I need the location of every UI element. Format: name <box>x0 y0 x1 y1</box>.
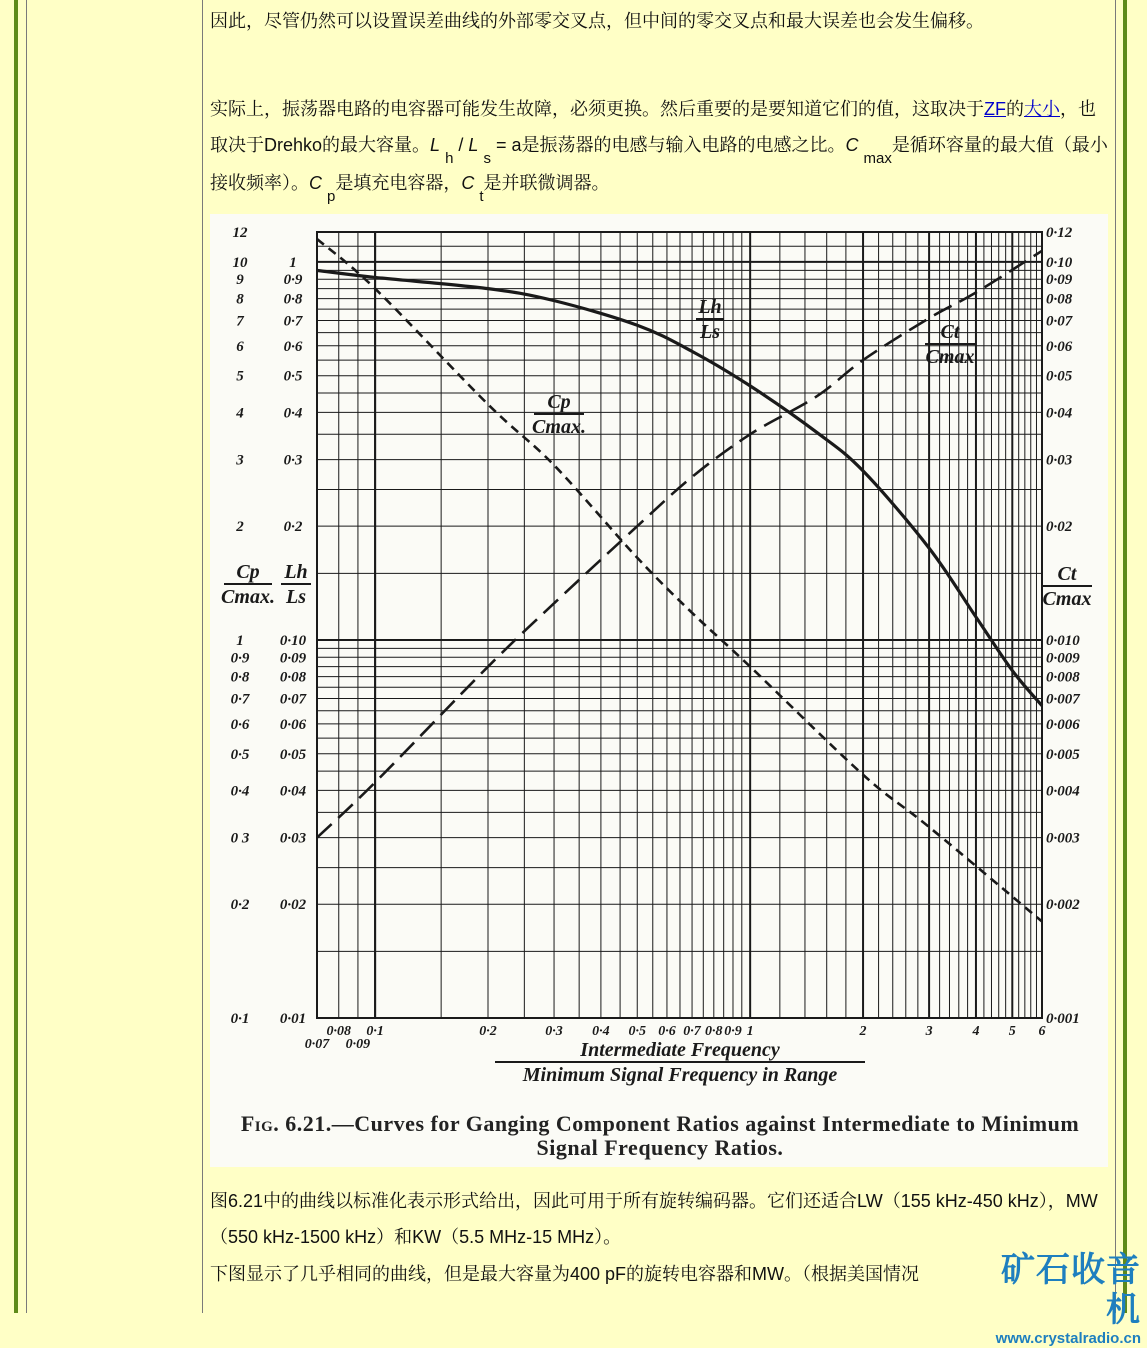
ct-tick-label: 0·001 <box>1046 1011 1080 1027</box>
cp-tick-label: 2 <box>236 519 244 536</box>
lh-tick-label: 0·2 <box>283 519 303 536</box>
cp-tick-label: 3 <box>236 452 244 469</box>
right-ct-axis-title-denominator: Cmax <box>1042 588 1092 610</box>
symbol-l: L <box>468 135 479 155</box>
figure-caption <box>220 1112 1100 1160</box>
right-frame-bar <box>1123 0 1127 1313</box>
left-frame-bar <box>14 0 18 1313</box>
cp-tick-label: 0·8 <box>230 669 250 686</box>
cp-tick-label: 7 <box>236 313 244 330</box>
site-watermark <box>971 1250 1141 1348</box>
text-segment: / <box>453 135 469 155</box>
lh-tick-label: 0·05 <box>279 746 307 763</box>
lh-tick-label: 0·01 <box>279 1011 307 1027</box>
cp-tick-label: 8 <box>236 291 244 308</box>
text-segment: 实际上，振荡器电路的电容器可能发生故障，必须更换。然后重要的是要知道它们的值，这取决于 <box>210 99 984 119</box>
symbol-l: L <box>430 135 441 155</box>
ct-tick-label: 0·005 <box>1046 746 1080 763</box>
x-tick-label: 5 <box>1008 1024 1016 1039</box>
x-axis-title-numerator: Intermediate Frequency <box>580 1039 780 1061</box>
x-tick-label: 0·3 <box>545 1024 563 1039</box>
lh-tick-label: 0·10 <box>279 632 307 649</box>
ct-tick-label: 0·04 <box>1046 405 1073 422</box>
cp-tick-label: 0·2 <box>230 897 250 914</box>
text-segment: 的 <box>1006 99 1024 119</box>
lh-tick-label: 0·04 <box>279 783 307 800</box>
text-segment: ，也取决于Drehko的最大容量。 <box>210 99 1096 155</box>
ct-tick-label: 0·02 <box>1046 519 1073 536</box>
lh-tick-label: 0·8 <box>283 291 303 308</box>
x-tick-label: 0·08 <box>326 1024 352 1039</box>
cp-tick-label: 0·6 <box>230 716 250 733</box>
x-tick-label: 0·4 <box>592 1024 610 1039</box>
cp-tick-label: 0·1 <box>230 1011 250 1027</box>
ct-tick-label: 0·12 <box>1046 225 1073 241</box>
subscript-p: p <box>327 188 336 205</box>
ct-tick-label: 0·008 <box>1046 669 1080 686</box>
cp-tick-label: 0·4 <box>230 783 250 800</box>
caption-text: —Curves for Ganging Component Ratios against Intermediate to Minimum Signal Frequency Ratios. <box>331 1111 1080 1160</box>
zf-link[interactable]: ZF <box>984 99 1006 119</box>
lh-tick-label: 1 <box>289 254 297 271</box>
cp-tick-label: 12 <box>232 225 248 241</box>
x-tick-label: 6 <box>1038 1024 1046 1039</box>
paragraph-normalized-curves: 图6.21中的曲线以标准化表示形式给出，因此可用于所有旋转编码器。它们还适合LW（155 kHz-450 kHz），MW（550 kHz-1500 kHz）和KW（5.5 MHz-15 MHz）。 <box>210 1191 1098 1247</box>
caption-label: Fig. 6.21. <box>240 1111 332 1136</box>
lh-tick-label: 0·4 <box>283 405 303 422</box>
left-frame-line <box>26 0 27 1313</box>
ct-tick-label: 0·010 <box>1046 632 1080 649</box>
column-divider <box>202 0 203 1313</box>
cp-tick-label: 6 <box>236 338 244 355</box>
watermark-url: www.crystalradio.cn <box>995 1330 1141 1347</box>
lh-tick-label: 0·06 <box>279 716 307 733</box>
cp-tick-label: 5 <box>236 368 244 385</box>
ct-curve-label-numerator: Ct <box>940 321 960 343</box>
figure-6-21 <box>210 214 1108 1167</box>
cp-tick-label: 0·9 <box>230 650 250 667</box>
x-tick-label: 0·1 <box>366 1024 384 1039</box>
lh-tick-label: 0·02 <box>279 897 307 914</box>
x-tick-label: 0·9 <box>724 1024 742 1039</box>
subscript-h: h <box>445 150 454 167</box>
x-tick-label: 4 <box>972 1024 980 1039</box>
x-tick-label: 2 <box>859 1024 867 1039</box>
text-segment: = a是振荡器的电感与输入电路的电感之比。 <box>490 135 846 155</box>
cp-tick-label: 0 3 <box>230 830 250 847</box>
x-tick-label: 0·07 <box>304 1037 330 1052</box>
subscript-t: t <box>479 188 484 205</box>
text-segment: 是循环容量的最大值（最小接收频率）。 <box>210 135 1108 193</box>
ct-tick-label: 0·004 <box>1046 783 1080 800</box>
text-segment: 是填充电容器， <box>335 173 462 193</box>
cp-curve-label-numerator: Cp <box>547 391 571 413</box>
ct-tick-label: 0·03 <box>1046 452 1073 469</box>
lh-tick-label: 0·9 <box>283 272 303 289</box>
subscript-max: max <box>863 150 892 167</box>
lh-tick-label: 0·6 <box>283 338 303 355</box>
ganging-ratio-chart <box>210 214 1108 1114</box>
ct-curve-label-denominator: Cmax <box>925 346 975 368</box>
x-axis-title-denominator: Minimum Signal Frequency in Range <box>522 1064 838 1086</box>
ct-tick-label: 0·08 <box>1046 291 1073 308</box>
subscript-s: s <box>483 150 491 167</box>
ct-tick-label: 0·002 <box>1046 897 1080 914</box>
watermark-logo-text: 矿石收音机 <box>1001 1250 1141 1330</box>
lh-curve-label-numerator: Lh <box>698 296 722 318</box>
lh-tick-label: 0·03 <box>279 830 307 847</box>
left-cp-axis-title-numerator: Cp <box>236 561 260 583</box>
ct-tick-label: 0·007 <box>1046 691 1080 708</box>
x-tick-label: 3 <box>925 1024 933 1039</box>
lh-tick-label: 0·7 <box>283 313 303 330</box>
ct-tick-label: 0·07 <box>1046 313 1073 330</box>
lh-tick-label: 0·5 <box>283 368 303 385</box>
lh-tick-label: 0·3 <box>283 452 303 469</box>
lh-tick-label: 0·08 <box>279 669 307 686</box>
right-ct-axis-title-numerator: Ct <box>1057 563 1077 585</box>
x-tick-label: 0·8 <box>705 1024 723 1039</box>
x-tick-label: 0·5 <box>628 1024 646 1039</box>
paragraph-next-figure: 下图显示了几乎相同的曲线，但是最大容量为400 pF的旋转电容器和MW。（根据美国情况 <box>210 1264 920 1284</box>
ct-tick-label: 0·003 <box>1046 830 1080 847</box>
ct-tick-label: 0·06 <box>1046 338 1073 355</box>
x-tick-label: 0·6 <box>658 1024 676 1039</box>
x-tick-label: 0·7 <box>683 1024 701 1039</box>
cp-tick-label: 10 <box>232 254 248 271</box>
left-lh-axis-title-denominator: Ls <box>286 586 306 608</box>
symbol-c: C <box>461 173 475 193</box>
paragraph-zero-crossing: 因此，尽管仍然可以设置误差曲线的外部零交叉点，但中间的零交叉点和最大误差也会发生偏移。 <box>210 11 984 31</box>
lh-curve-label-denominator: Ls <box>700 321 720 343</box>
size-link[interactable]: 大小 <box>1024 99 1060 119</box>
x-tick-label: 0·09 <box>345 1037 371 1052</box>
lh-tick-label: 0·07 <box>279 691 307 708</box>
x-tick-label: 1 <box>746 1024 754 1039</box>
cp-tick-label: 9 <box>236 272 244 289</box>
left-lh-axis-title-numerator: Lh <box>284 561 308 583</box>
right-frame-line <box>1115 0 1116 1313</box>
cp-tick-label: 4 <box>236 405 244 422</box>
cp-tick-label: 0·5 <box>230 746 250 763</box>
ct-tick-label: 0·05 <box>1046 368 1073 385</box>
cp-curve-label-denominator: Cmax. <box>532 416 586 438</box>
cp-tick-label: 1 <box>236 632 244 649</box>
ct-tick-label: 0·009 <box>1046 650 1080 667</box>
left-cp-axis-title-denominator: Cmax. <box>221 586 275 608</box>
ct-tick-label: 0·10 <box>1046 254 1073 271</box>
symbol-c: C <box>845 135 859 155</box>
text-segment: 是并联微调器。 <box>483 173 610 193</box>
lh-tick-label: 0·09 <box>279 650 307 667</box>
ct-tick-label: 0·006 <box>1046 716 1080 733</box>
cp-tick-label: 0·7 <box>230 691 250 708</box>
ct-tick-label: 0·09 <box>1046 272 1073 289</box>
paragraph-oscillator-capacitors <box>210 91 1110 203</box>
x-tick-label: 0·2 <box>479 1024 497 1039</box>
symbol-c: C <box>309 173 322 193</box>
